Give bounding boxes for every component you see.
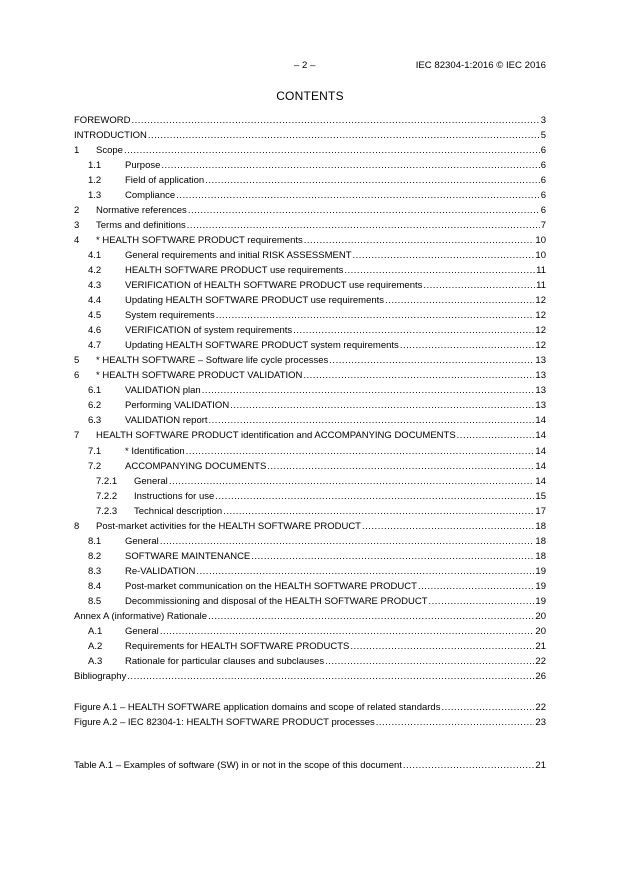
dot-leader	[205, 173, 539, 188]
toc-entry-title: * HEALTH SOFTWARE PRODUCT VALIDATION	[96, 370, 303, 382]
toc-entry-page: 14	[535, 475, 546, 487]
toc-entry[interactable]	[74, 413, 546, 428]
dot-leader	[376, 715, 535, 730]
toc-entry-number: 8.4	[88, 580, 102, 592]
toc-entry[interactable]	[74, 474, 546, 489]
toc-entry[interactable]	[74, 128, 546, 143]
toc-entry-page: 19	[535, 565, 546, 577]
toc-entry[interactable]	[74, 594, 546, 609]
toc-entry-title: HEALTH SOFTWARE PRODUCT use requirements	[125, 264, 344, 276]
toc-entry-page: 15	[535, 490, 546, 502]
toc-entry[interactable]	[74, 504, 546, 519]
toc-entry-number: 4.4	[88, 295, 102, 307]
toc-entry-title: Requirements for HEALTH SOFTWARE PRODUCTS	[125, 641, 350, 653]
dot-leader	[329, 353, 534, 368]
dot-leader	[325, 654, 534, 669]
toc-entry-title: Field of application	[125, 174, 205, 186]
toc-entry[interactable]	[74, 113, 546, 128]
dot-leader	[188, 203, 540, 218]
dot-leader	[303, 368, 534, 383]
toc-entry[interactable]	[74, 444, 546, 459]
toc-entry-page: 12	[535, 340, 546, 352]
toc-entry[interactable]	[74, 203, 546, 218]
toc-entry-title: ACCOMPANYING DOCUMENTS	[125, 460, 267, 472]
table-list-entry[interactable]	[74, 758, 546, 773]
toc-entry-title: SOFTWARE MAINTENANCE	[125, 550, 251, 562]
toc-entry-number: A.2	[88, 641, 103, 653]
toc-entry[interactable]	[74, 173, 546, 188]
toc-entry-number: 7.2	[88, 460, 102, 472]
toc-entry-number: 3	[74, 219, 80, 231]
toc-entry[interactable]	[74, 143, 546, 158]
toc-entry-page: 14	[535, 445, 546, 457]
toc-entry-title: INTRODUCTION	[74, 129, 147, 141]
toc-entry-title: Instructions for use	[134, 490, 215, 502]
toc-entry-number: 8.1	[88, 535, 102, 547]
toc-entry-title: General	[134, 475, 168, 487]
toc-entry-number: 6	[74, 370, 80, 382]
toc-entry[interactable]	[74, 579, 546, 594]
toc-entry-page: 20	[535, 611, 546, 623]
dot-leader	[267, 459, 534, 474]
toc-entry-page: 14	[535, 430, 546, 442]
dot-leader	[215, 489, 534, 504]
toc-entry[interactable]	[74, 669, 546, 684]
dot-leader	[441, 700, 534, 715]
toc-entry-page: 23	[535, 716, 546, 728]
toc-entry-page: 14	[535, 415, 546, 427]
toc-entry-title: System requirements	[125, 310, 215, 322]
dot-leader	[202, 383, 535, 398]
toc-entry-page: 18	[535, 520, 546, 532]
dot-leader	[187, 218, 540, 233]
toc-entry[interactable]	[74, 368, 546, 383]
toc-entry-title: Post-market communication on the HEALTH SOFTWARE PRODUCT	[125, 580, 417, 592]
figure-list-entry[interactable]	[74, 700, 546, 715]
toc-entry-title: Updating HEALTH SOFTWARE PRODUCT use requirements	[125, 295, 385, 307]
toc-entry[interactable]	[74, 353, 546, 368]
toc-entry[interactable]	[74, 188, 546, 203]
toc-entry-number: 4.5	[88, 310, 102, 322]
toc-entry-page: 12	[535, 310, 546, 322]
dot-leader	[186, 444, 535, 459]
toc-entry[interactable]	[74, 549, 546, 564]
toc-entry-title: Compliance	[125, 189, 176, 201]
toc-entry-page: 13	[535, 385, 546, 397]
dot-leader	[293, 323, 534, 338]
toc-entry-title: * Identification	[125, 445, 185, 457]
toc-entry-page: 18	[535, 535, 546, 547]
dot-leader	[223, 504, 534, 519]
toc-entry-page: 13	[535, 355, 546, 367]
dot-leader	[353, 248, 535, 263]
toc-entry[interactable]	[74, 639, 546, 654]
dot-leader	[418, 579, 534, 594]
toc-entry-page: 13	[535, 400, 546, 412]
toc-entry-page: 6	[540, 144, 546, 156]
toc-entry-number: 1.3	[88, 189, 102, 201]
dot-leader	[230, 398, 534, 413]
toc-entry-title: Purpose	[125, 159, 161, 171]
toc-entry-page: 6	[540, 204, 546, 216]
toc-entry-number: 1.2	[88, 174, 102, 186]
dot-leader	[209, 413, 535, 428]
toc-entry-page: 10	[535, 249, 546, 261]
dot-leader	[362, 519, 534, 534]
toc-entry[interactable]	[74, 624, 546, 639]
toc-entry[interactable]	[74, 293, 546, 308]
standard-designation: IEC 82304-1:2016 © IEC 2016	[415, 60, 546, 71]
dot-leader	[350, 639, 534, 654]
toc-entry[interactable]	[74, 338, 546, 353]
toc-entry-number: A.3	[88, 656, 103, 668]
toc-entry-title: Re-VALIDATION	[125, 565, 196, 577]
toc-entry[interactable]	[74, 158, 546, 173]
toc-entry-title: Normative references	[96, 204, 187, 216]
toc-entry-title: Performing VALIDATION	[125, 400, 230, 412]
toc-entry-title: Figure A.2 – IEC 82304-1: HEALTH SOFTWARE PRODUCT processes	[74, 716, 375, 728]
table-of-contents	[74, 113, 546, 773]
toc-entry-page: 20	[535, 626, 546, 638]
toc-entry-page: 6	[540, 174, 546, 186]
toc-entry-title: HEALTH SOFTWARE PRODUCT identification and ACCOMPANYING DOCUMENTS	[96, 430, 456, 442]
page-header	[0, 60, 620, 74]
toc-entry-number: 8.5	[88, 596, 102, 607]
toc-entry-number: 4.3	[88, 280, 102, 292]
toc-entry-title: VERIFICATION of HEALTH SOFTWARE PRODUCT use requirements	[125, 280, 423, 292]
toc-entry-number: 7.2.3	[96, 505, 118, 517]
toc-entry-page: 19	[535, 596, 546, 607]
toc-entry[interactable]	[74, 459, 546, 474]
toc-entry[interactable]	[74, 519, 546, 534]
toc-entry[interactable]	[74, 308, 546, 323]
toc-entry-page: 14	[535, 460, 546, 472]
toc-entry[interactable]	[74, 248, 546, 263]
dot-leader	[169, 474, 535, 489]
toc-entry-page: 3	[540, 114, 546, 126]
toc-entry-number: 4.2	[88, 264, 102, 276]
toc-entry-number: 8	[74, 520, 80, 532]
toc-entry-number: 5	[74, 355, 80, 367]
dot-leader	[429, 594, 535, 609]
toc-entry-number: 4.6	[88, 325, 102, 337]
toc-entry-number: 7.2.1	[96, 475, 118, 487]
dot-leader	[161, 158, 539, 173]
dot-leader	[403, 758, 535, 773]
toc-entry-number: 1	[74, 144, 80, 156]
toc-entry[interactable]	[74, 654, 546, 669]
toc-entry-title: Updating HEALTH SOFTWARE PRODUCT system requirements	[125, 340, 399, 352]
toc-entry[interactable]	[74, 263, 546, 278]
toc-entry-page: 17	[535, 505, 546, 517]
toc-entry-number: 8.3	[88, 565, 102, 577]
toc-entry-title: VALIDATION plan	[125, 385, 201, 397]
toc-entry[interactable]	[74, 564, 546, 579]
toc-entry-title: Rationale for particular clauses and subclauses	[125, 656, 325, 668]
dot-leader	[216, 308, 535, 323]
toc-entry-page: 22	[535, 656, 546, 668]
contents-title: CONTENTS	[276, 89, 344, 103]
toc-entry-page: 18	[535, 550, 546, 562]
toc-entry[interactable]	[74, 398, 546, 413]
toc-entry-page: 7	[540, 219, 546, 231]
toc-entry-page: 11	[536, 280, 546, 292]
toc-entry-number: 4	[74, 234, 80, 246]
dot-leader	[400, 338, 535, 353]
toc-entry[interactable]	[74, 534, 546, 549]
toc-entry-title: VALIDATION report	[125, 415, 208, 427]
dot-leader	[423, 278, 535, 293]
toc-entry-page: 6	[540, 189, 546, 201]
toc-entry[interactable]	[74, 233, 546, 248]
toc-entry-title: Technical description	[134, 505, 223, 517]
toc-entry[interactable]	[74, 428, 546, 443]
dot-leader	[176, 188, 540, 203]
dot-leader	[160, 624, 535, 639]
dot-leader	[196, 564, 534, 579]
dot-leader	[208, 609, 534, 624]
toc-entry-title: Bibliography	[74, 671, 127, 683]
dot-leader	[124, 143, 540, 158]
toc-entry[interactable]	[74, 323, 546, 338]
toc-entry-title: * HEALTH SOFTWARE – Software life cycle processes	[96, 355, 329, 367]
toc-entry-page: 21	[535, 759, 546, 771]
toc-entry-number: 6.3	[88, 415, 102, 427]
toc-entry-page: 10	[535, 234, 546, 246]
toc-entry-number: 8.2	[88, 550, 102, 562]
toc-entry-page: 6	[540, 159, 546, 171]
toc-entry-number: 6.1	[88, 385, 102, 397]
toc-entry-page: 12	[535, 325, 546, 337]
figure-list-entry[interactable]	[74, 715, 546, 730]
dot-leader	[344, 263, 535, 278]
toc-entry-page: 12	[535, 295, 546, 307]
toc-entry[interactable]	[74, 218, 546, 233]
toc-entry-number: 4.7	[88, 340, 102, 352]
toc-entry-title: Scope	[96, 144, 123, 156]
toc-entry-page: 26	[535, 671, 546, 683]
toc-entry-page: 21	[535, 641, 546, 653]
toc-entry-title: Table A.1 – Examples of software (SW) in or not in the scope of this document	[74, 759, 402, 771]
toc-entry-number: 7.1	[88, 445, 102, 457]
toc-entry-number: 7	[74, 430, 80, 442]
toc-entry-title: General	[125, 535, 159, 547]
dot-leader	[457, 428, 535, 443]
toc-entry-title: Decommissioning and disposal of the HEALTH SOFTWARE PRODUCT	[125, 596, 428, 607]
toc-entry-number: 7.2.2	[96, 490, 118, 502]
toc-entry-title: VERIFICATION of system requirements	[125, 325, 293, 337]
dot-leader	[148, 128, 540, 143]
toc-entry[interactable]	[74, 489, 546, 504]
toc-entry-title: FOREWORD	[74, 114, 131, 126]
toc-entry-number: 2	[74, 204, 80, 216]
dot-leader	[251, 549, 534, 564]
dot-leader	[127, 669, 534, 684]
toc-entry-title: General requirements and initial RISK ASSESSMENT	[125, 249, 352, 261]
toc-entry-page: 11	[536, 264, 546, 276]
toc-entry-title: General	[125, 626, 159, 638]
toc-entry-page: 13	[535, 370, 546, 382]
dot-leader	[385, 293, 534, 308]
toc-entry-page: 22	[535, 701, 546, 713]
toc-entry-title: Post-market activities for the HEALTH SOFTWARE PRODUCT	[96, 520, 361, 532]
toc-entry-number: 1.1	[88, 159, 102, 171]
toc-entry[interactable]	[74, 609, 546, 624]
toc-entry[interactable]	[74, 278, 546, 293]
toc-entry-title: Terms and definitions	[96, 219, 186, 231]
toc-entry-title: Figure A.1 – HEALTH SOFTWARE application domains and scope of related standards	[74, 701, 441, 713]
toc-entry-number: 4.1	[88, 249, 102, 261]
toc-entry-page: 5	[540, 129, 546, 141]
toc-entry-title: * HEALTH SOFTWARE PRODUCT requirements	[96, 234, 303, 246]
page-number: – 2 –	[294, 60, 316, 71]
dot-leader	[304, 233, 535, 248]
toc-entry-number: A.1	[88, 626, 103, 638]
toc-entry[interactable]	[74, 383, 546, 398]
toc-entry-title: Annex A (informative) Rationale	[74, 611, 208, 623]
dot-leader	[160, 534, 535, 549]
dot-leader	[131, 113, 539, 128]
toc-entry-page: 19	[535, 580, 546, 592]
toc-entry-number: 6.2	[88, 400, 102, 412]
